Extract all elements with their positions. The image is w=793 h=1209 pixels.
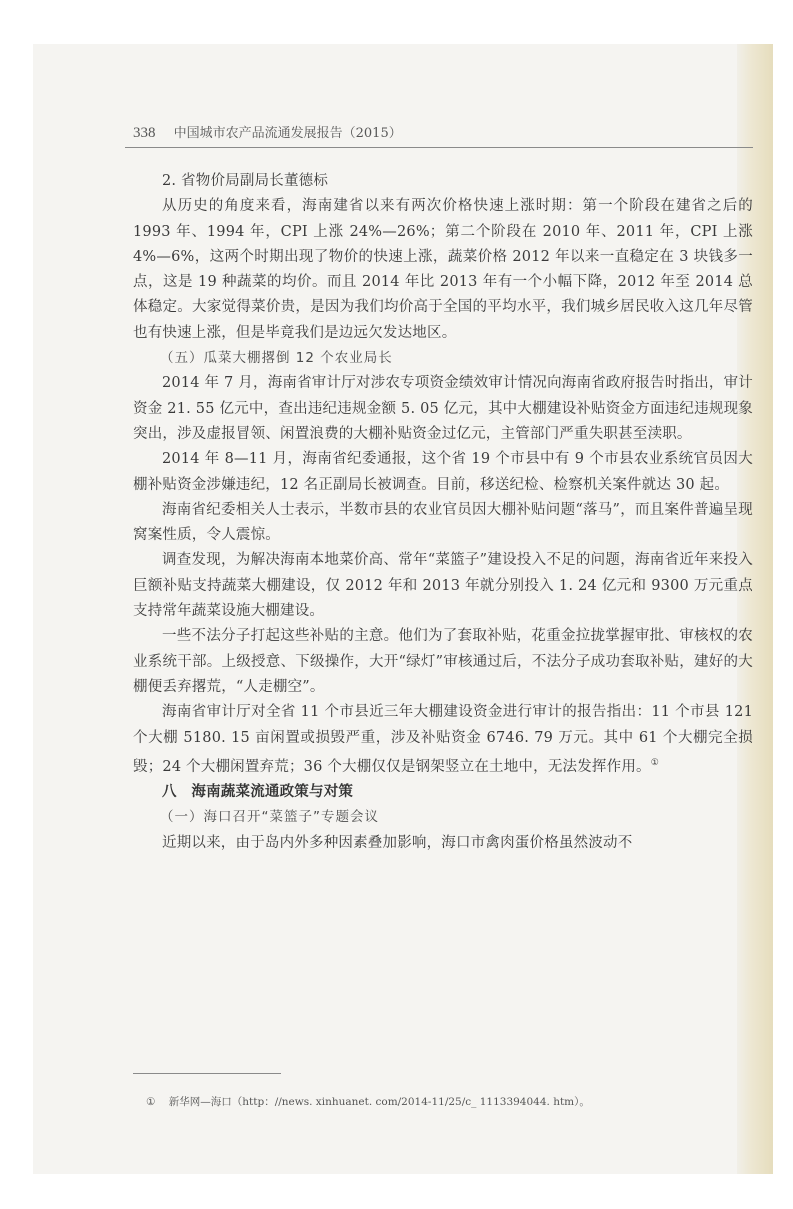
running-header: [133, 122, 753, 142]
footnote-text: 新华网—海口（http：//news. xinhuanet. com/2014-11/25/c_ 1113394044. htm）。: [168, 1096, 590, 1108]
paragraph: 调查发现，为解决海南本地菜价高、常年“菜篮子”建设投入不足的问题，海南省近年来投入巨额补贴支持蔬菜大棚建设，仅 2012 年和 2013 年就分别投入 1. 24 亿元和 9300 万元重点支持常年蔬菜设施大棚建设。: [133, 552, 753, 620]
paragraph: 2014 年 8—11 月，海南省纪委通报，这个省 19 个市县中有 9 个市县农业系统官员因大棚补贴资金涉嫌违纪，12 名正副局长被调查。目前，移送纪检、检察机关案件就达 30 起。: [133, 451, 753, 493]
paragraph: 近期以来，由于岛内外多种因素叠加影响，海口市禽肉蛋价格虽然波动不: [162, 834, 633, 851]
subsection-heading: （一）海口召开“菜篮子”专题会议: [160, 809, 379, 826]
footnote-mark: ①: [146, 1096, 156, 1108]
footnote-reference[interactable]: ①: [650, 757, 659, 768]
paragraph: 海南省纪委相关人士表示，半数市县的农业官员因大棚补贴问题“落马”，而且案件普遍呈现窝案性质，令人震惊。: [133, 501, 753, 544]
header-rule: [125, 147, 753, 148]
section-heading: 八 海南蔬菜流通政策与对策: [162, 783, 354, 800]
footnote-rule: [133, 1073, 281, 1074]
footnote: [146, 1094, 746, 1109]
page-number: 338: [133, 125, 156, 141]
book-page: [33, 44, 773, 1174]
book-title: 中国城市农产品流通发展报告（2015）: [173, 126, 402, 141]
paragraph: 一些不法分子打起这些补贴的主意。他们为了套取补贴，花重金拉拢掌握审批、审核权的农业系统干部。上级授意、下级操作，大开“绿灯”审核通过后，不法分子成功套取补贴，建好的大棚便丢弃撂荒，“人走棚空”。: [133, 628, 753, 695]
subheading-speaker: 2. 省物价局副局长董德标: [162, 173, 329, 189]
paragraph-text: 海南省审计厅对全省 11 个市县近三年大棚建设资金进行审计的报告指出：11 个市县 121 个大棚 5180. 15 亩闲置或损毁严重，涉及补贴资金 6746. 79 万元。其中 61 个大棚完全损毁；24 个大棚闲置弃荒；36 个大棚仅仅是钢架竖立在土地中，无法发挥作用。: [133, 704, 753, 775]
body-text: [133, 169, 753, 856]
paragraph: 从历史的角度来看，海南建省以来有两次价格快速上涨时期：第一个阶段在建省之后的 1993 年、1994 年，CPI 上涨 24%—26%；第二个阶段在 2010 年、2011 年，CPI 上涨 4%—6%，这两个时期出现了物价的快速上涨，蔬菜价格 2012 年以来一直稳定在 3 块钱多一点，这是 19 种蔬菜的均价。而且 2014 年比 2013 年有一个小幅下降，2012 年至 2014 总体稳定。大家觉得菜价贵，是因为我们均价高于全国的平均水平，我们城乡居民收入这几年尽管也有快速上涨，但是毕竟我们是边远欠发达地区。: [133, 198, 753, 341]
paragraph-with-footnote: [133, 700, 753, 780]
subsection-heading: （五）瓜菜大棚撂倒 12 个农业局长: [160, 350, 393, 367]
paragraph: 2014 年 7 月，海南省审计厅对涉农专项资金绩效审计情况向海南省政府报告时指出，审计资金 21. 55 亿元中，查出违纪违规金额 5. 05 亿元，其中大棚建设补贴资金方面违纪违规现象突出，涉及虚报冒领、闲置浪费的大棚补贴资金过亿元，主管部门严重失职甚至渎职。: [133, 375, 753, 442]
